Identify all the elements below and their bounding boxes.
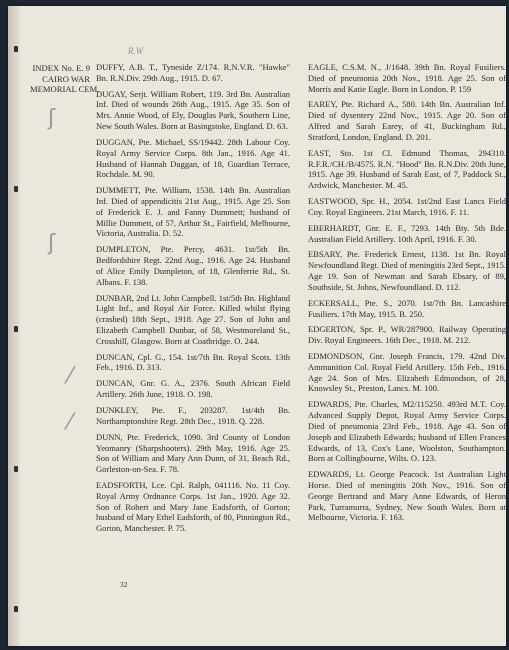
burial-entry: EASTWOOD, Spr. H., 2054. 1st/2nd East Lancs Field Coy. Royal Engineers. 21st March, 1916. F. 11. <box>308 196 506 217</box>
binding-hole <box>14 606 18 612</box>
burial-entry: DUMMETT, Pte. William, 1538. 14th Bn. Australian Inf. Died of appendicitis 21st Aug., 1915. Age 25. Son of Frederick E. J. and Fanny Dummett; husband of Millie Dummett, of 57, Arthur St., Fairfield, Melbourne, Victoria, Australia. D. 52. <box>96 185 290 239</box>
burial-entry: EADSFORTH, Lce. Cpl. Ralph, 041116. No. 11 Coy. Royal Army Ordnance Corps. 1st Jan., 1920. Age 32. Son of Robert and Mary Jane Eadsforth, of Gorton; husband of Mary Ethel Eadsforth, of 80, Pinnington Rd., Gorton, Manchester. P. 75. <box>96 480 290 534</box>
burial-entry: DUGGAN, Pte. Michael, SS/19442. 28th Labour Coy. Royal Army Service Corps. 8th Jan., 1916. Age 41. Husband of Hannah Duggan, of 18, Guardian Terrace, Rochdale. M. 90. <box>96 136 290 180</box>
binding-hole <box>14 466 18 472</box>
burial-entry: DUFFY, A.B. T., Tyneside Z/174. R.N.V.R. "Hawke" Bn. R.N.Div. 29th Aug., 1915. D. 67. <box>96 62 290 83</box>
burial-entry: EBERHARDT, Gnr. E. F., 7293. 14th Bty. 5th Bde. Australian Field Artillery. 10th April, 1916. F. 30. <box>308 222 506 244</box>
pencil-check-mark: ⁄ <box>68 364 72 389</box>
burial-entry: DUNCAN, Cpl. G., 154. 1st/7th Bn. Royal Scots. 13th Feb., 1916. D. 313. <box>96 351 290 373</box>
burial-entry: ECKERSALL, Pte. S., 2070. 1st/7th Bn. Lancashire Fusiliers. 17th May, 1915. B. 250. <box>308 297 506 319</box>
binding-hole <box>14 186 18 192</box>
burial-entry: DUNBAR, 2nd Lt. John Campbell. 1st/5th Bn. Highland Light Inf., and Royal Air Force. Killed whilst flying (crashed) 18th Sept., 1918. Age 27. Son of John and Elizabeth Campbell Dunbar, of 58, Westmoreland St., Crosshill, Glasgow. Born at Coatbridge. O. 244. <box>96 292 290 346</box>
document-page <box>8 6 506 646</box>
burial-entry: EDWARDS, Pte. Charles, M2/115250. 493rd M.T. Coy. Advanced Supply Depot, Royal Army Service Corps. Died of pneumonia 23rd Feb., 1918. Age 43. Son of Joseph and Elizabeth Edwards; husband of Ellen Frances Edwards, of 13, Cox's Lane, Woolston, Southampton. Born at Collingbourne, Wilts. O. 123. <box>308 399 506 464</box>
burial-entry: EDWARDS, Lt. George Peacock. 1st Australian Light Horse. Died of meningitis 20th Nov., 1916. Son of George Bertrand and Mary Anne Edwards, of Heron Park, Turramurra, Sydney, New South Wales. Born at Melbourne, Victoria. F. 163. <box>308 469 506 523</box>
burial-entry: DUMPLETON, Pte. Percy, 4631. 1st/5th Bn. Bedfordshire Regt. 22nd Aug., 1916. Age 24. Husband of Alice Emily Dumpleton, of 18, Glenferrie Rd., St. Albans. F. 138. <box>96 244 290 287</box>
binding-edge <box>8 6 20 646</box>
pencil-tick-mark: ʃ <box>48 106 56 131</box>
header-line-cemetery: MEMORIAL CEM. <box>30 84 100 94</box>
burial-entry: EAGLE, C.S.M. N., J/1648. 39th Bn. Royal Fusiliers. Died of pneumonia 20th Nov., 1918. Age 25. Son of Morris and Katie Eagle. Born in London. P. 159 <box>308 62 506 94</box>
burial-entry: EDGERTON, Spr. P., WR/287900. Railway Operating Div. Royal Engineers. 16th Dec., 1918. M. 212. <box>308 324 506 346</box>
right-column <box>308 62 506 528</box>
burial-entry: EDMONDSON, Gnr. Joseph Francis, 179. 42nd Div. Ammunition Col. Royal Field Artillery. 15th Feb., 1916. Age 24. Son of Mrs. Elizabeth Edmondson, of 28, Knowsley St., Preston, Lancs. M. 100. <box>308 351 506 394</box>
pencil-annotation: R.W <box>128 46 144 56</box>
index-header <box>30 63 100 95</box>
header-line-index: INDEX No. E. 9 <box>32 63 90 73</box>
burial-entry: DUGAY, Serjt. William Robert, 119. 3rd Bn. Australian Inf. Died of wounds 26th Aug., 1915. Age 35. Son of Mrs. Annie Wood, of Ely, Douglas Park, Southern Line, New South Wales. Born at Basingstoke, England. D. 63. <box>96 88 290 132</box>
header-line-cairo: CAIRO WAR <box>42 73 90 84</box>
burial-entry: EBSARY, Pte. Frederick Ernest, 1138. 1st Bn. Royal Newfoundland Regt. Died of meningitis 23rd Sept., 1915. Age 19. Son of Newman and Sarah Ebsary, of 89, Southside, St. Johns, Newfoundland. D. 112. <box>308 249 506 292</box>
burial-entry: EAST, Sto. 1st Cl. Edmund Thomas, 294310. R.F.R./CH./B/4575. R.N. "Hood" Bn. R.N.Div. 20th June, 1915. Age 39. Husband of Sarah East, of 7, Paddock St., Ardwick, Manchester. M. 45. <box>308 147 506 191</box>
burial-entry: DUNCAN, Gnr. G. A., 2376. South African Field Artillery. 26th June, 1918. O. 198. <box>96 378 290 400</box>
pencil-check-mark: ⁄ <box>68 410 72 435</box>
pencil-tick-mark: ʃ <box>48 231 56 256</box>
burial-entry: EAREY, Pte. Richard A., 580. 14th Bn. Australian Inf. Died of dysentery 22nd Nov., 1915. Age 20. Son of Alfred and Sarah Earey, of 41, Buckingham Rd., Stratford, London, England. D. 201. <box>308 99 506 142</box>
burial-entry: DUNN, Pte. Frederick, 1090. 3rd County of London Yeomanry (Sharpshooters). 29th May, 1916. Age 25. Son of William and Mary Ann Dunn, of 31, Beach Rd., Gorleston-on-Sea. F. 78. <box>96 431 290 475</box>
burial-entry: DUNKLEY, Pte. F., 203287. 1st/4th Bn. Northamptonshire Regt. 28th Dec., 1918. Q. 228. <box>96 405 290 426</box>
binding-hole <box>14 326 18 332</box>
page-number: 32 <box>120 580 128 589</box>
binding-hole <box>14 46 18 52</box>
left-column <box>96 62 290 539</box>
